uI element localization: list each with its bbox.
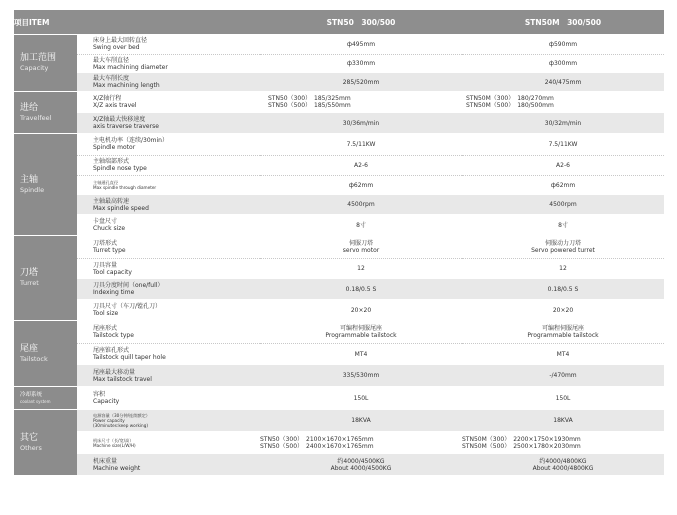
row-label-en: Max spindle speed bbox=[93, 204, 149, 212]
header-row bbox=[14, 10, 664, 34]
value-model-2: 150L bbox=[462, 387, 664, 409]
row-label-zh: 主轴通孔直径 bbox=[93, 180, 119, 185]
row-label-en: Spindle nose type bbox=[93, 165, 147, 172]
header-model-1: STN50 300/500 bbox=[260, 10, 462, 34]
table-row bbox=[14, 387, 664, 409]
row-label bbox=[77, 300, 260, 320]
row-label-zh: 主电机功率（连续/30min） bbox=[93, 137, 168, 144]
row-label-en: Swing over bed bbox=[93, 44, 140, 51]
value-line: 伺服刀塔 bbox=[348, 239, 373, 247]
value-line: STN50（300） 185/325mm bbox=[268, 95, 351, 102]
row-label bbox=[77, 432, 260, 453]
row-label-en: Max machining diameter bbox=[93, 63, 168, 71]
group-label-en: Tailstock bbox=[20, 354, 48, 363]
row-label-en: (30minutes:keep working) bbox=[93, 423, 148, 428]
row-label-en: Machine size(L/W/H) bbox=[93, 442, 136, 448]
group-travelfeel bbox=[14, 92, 77, 133]
value-model-2: MT4 bbox=[462, 343, 664, 364]
header-item: 项目ITEM bbox=[14, 10, 260, 34]
value-model-1 bbox=[260, 236, 462, 257]
value-line: About 4000/4800KG bbox=[532, 464, 594, 472]
table-row bbox=[14, 73, 664, 91]
row-label-en: Tool capacity bbox=[93, 268, 132, 276]
row-label-zh: 容积 bbox=[93, 391, 106, 398]
group-coolant bbox=[14, 387, 77, 409]
value-model-2 bbox=[462, 432, 664, 453]
value-model-1: 0.18/0.5 S bbox=[260, 279, 462, 299]
row-label bbox=[77, 236, 260, 257]
row-label bbox=[77, 35, 260, 53]
row-label-en: Machine weight bbox=[93, 464, 141, 472]
value-model-1: 335/530mm bbox=[260, 365, 462, 386]
value-model-2 bbox=[462, 321, 664, 342]
table-row bbox=[14, 155, 664, 174]
row-label bbox=[77, 454, 260, 475]
spec-table bbox=[14, 9, 664, 476]
row-label-en: Max tailstock travel bbox=[93, 375, 152, 383]
table-row bbox=[14, 321, 664, 342]
value-model-2: 30/32m/min bbox=[462, 113, 664, 133]
row-label-zh: 尾座形式 bbox=[93, 324, 118, 332]
row-label bbox=[77, 92, 260, 112]
row-label-en: Spindle motor bbox=[93, 144, 136, 151]
value-line: STN50M（500） 180/500mm bbox=[466, 102, 554, 109]
value-line: Programmable tailstock bbox=[527, 331, 599, 339]
group-label-zh: 其它 bbox=[20, 432, 39, 443]
value-line: Programmable tailstock bbox=[325, 331, 397, 339]
value-line: 约4000/4500KG bbox=[337, 457, 385, 465]
value-model-2: 20×20 bbox=[462, 300, 664, 320]
row-label-en: Indexing time bbox=[93, 289, 135, 296]
group-others bbox=[14, 410, 77, 475]
row-label-en: Turret type bbox=[93, 246, 126, 254]
row-label-en: Power capacity bbox=[93, 418, 125, 423]
value-model-2: 0.18/0.5 S bbox=[462, 279, 664, 299]
row-label-zh: 刀具尺寸（车刀/镗孔刀） bbox=[93, 303, 162, 310]
value-line: STN50M（500） 2500×1780×2030mm bbox=[462, 442, 581, 450]
value-model-2: 8寸 bbox=[462, 215, 664, 235]
group-label-zh: 主轴 bbox=[20, 174, 39, 185]
value-model-1 bbox=[260, 321, 462, 342]
row-label bbox=[77, 175, 260, 194]
table-row bbox=[14, 410, 664, 431]
value-line: STN50（500） 185/550mm bbox=[268, 102, 351, 109]
row-label-zh: 机床重量 bbox=[93, 457, 118, 465]
value-model-2: 12 bbox=[462, 258, 664, 278]
value-model-1: A2-6 bbox=[260, 155, 462, 174]
value-line: 可编程伺服尾座 bbox=[339, 324, 382, 332]
table-row bbox=[14, 432, 664, 453]
group-label-zh: 进给 bbox=[20, 102, 39, 113]
row-label-zh: 刀塔形式 bbox=[93, 239, 118, 247]
row-label bbox=[77, 343, 260, 364]
table-row bbox=[14, 195, 664, 214]
row-label-en: Max machining length bbox=[93, 82, 160, 89]
row-label-zh: X/Z轴最大快移速度 bbox=[93, 116, 146, 123]
table-row bbox=[14, 113, 664, 133]
group-label-en: Travelfeel bbox=[20, 113, 52, 122]
row-label bbox=[77, 54, 260, 72]
value-line: About 4000/4500KG bbox=[330, 464, 392, 472]
value-model-1: ф62mm bbox=[260, 175, 462, 194]
row-label bbox=[77, 73, 260, 91]
group-label-zh: 尾座 bbox=[20, 343, 39, 354]
table-row bbox=[14, 54, 664, 72]
table-row bbox=[14, 279, 664, 299]
row-label bbox=[77, 387, 260, 409]
table-row bbox=[14, 92, 664, 112]
table-row bbox=[14, 215, 664, 235]
value-model-1: 7.5/11KW bbox=[260, 134, 462, 154]
value-model-2: -/470mm bbox=[462, 365, 664, 386]
row-label bbox=[77, 215, 260, 235]
value-line: Servo powered turret bbox=[531, 246, 595, 254]
group-tailstock bbox=[14, 321, 77, 386]
value-model-2: 4500rpm bbox=[462, 195, 664, 214]
value-model-2: ф590mm bbox=[462, 35, 664, 53]
group-label-en: Turret bbox=[20, 279, 39, 287]
row-label-zh: 最大车削直径 bbox=[93, 56, 130, 64]
row-label-en: Tailstock type bbox=[93, 331, 134, 339]
value-model-2 bbox=[462, 454, 664, 475]
row-label-en: Max spindle through diameter bbox=[93, 185, 157, 190]
row-label bbox=[77, 279, 260, 299]
group-label-zh: 加工范围 bbox=[20, 53, 57, 63]
row-label bbox=[77, 195, 260, 214]
value-line: servo motor bbox=[342, 246, 380, 254]
row-label-en: Tool size bbox=[93, 310, 119, 317]
table-row bbox=[14, 236, 664, 257]
value-model-2 bbox=[462, 236, 664, 257]
value-line: STN50（500） 2400×1670×1765mm bbox=[260, 442, 374, 450]
row-label-en: X/Z axis travel bbox=[93, 102, 137, 109]
value-model-2: 18KVA bbox=[462, 410, 664, 431]
row-label-zh: 床身上最大回转直径 bbox=[93, 37, 148, 44]
row-label bbox=[77, 113, 260, 133]
value-line: STN50M（300） 180/270mm bbox=[466, 95, 554, 102]
table-row bbox=[14, 35, 664, 53]
value-model-2 bbox=[462, 92, 664, 112]
group-capacity bbox=[14, 35, 77, 91]
group-label-en: Others bbox=[20, 443, 42, 452]
table-row bbox=[14, 365, 664, 386]
row-label bbox=[77, 321, 260, 342]
value-model-1: 12 bbox=[260, 258, 462, 278]
row-label bbox=[77, 155, 260, 174]
value-model-1: 20×20 bbox=[260, 300, 462, 320]
value-model-1: ф495mm bbox=[260, 35, 462, 53]
row-label-en: Capacity bbox=[93, 398, 120, 405]
row-label-zh: 卡盘尺寸 bbox=[93, 218, 118, 225]
table-row bbox=[14, 300, 664, 320]
row-label-zh: 尾座锥孔形式 bbox=[93, 347, 130, 354]
row-label-zh: 尾座最大移动量 bbox=[93, 368, 136, 376]
group-turret bbox=[14, 236, 77, 320]
value-line: 可编程伺服尾座 bbox=[541, 324, 584, 332]
row-label-en: Tailstock quill taper hole bbox=[93, 354, 166, 361]
value-model-2: 240/475mm bbox=[462, 73, 664, 91]
row-label-zh: 最大车削长度 bbox=[93, 75, 130, 82]
group-spindle bbox=[14, 134, 77, 235]
row-label bbox=[77, 258, 260, 278]
row-label-zh: X/Z轴行程 bbox=[93, 95, 122, 102]
row-label bbox=[77, 134, 260, 154]
table-row bbox=[14, 175, 664, 194]
value-model-2: 7.5/11KW bbox=[462, 134, 664, 154]
group-label-zh: 冷却系统 bbox=[20, 392, 43, 398]
value-model-1: 8寸 bbox=[260, 215, 462, 235]
value-line: STN50（300） 2100×1670×1765mm bbox=[260, 435, 374, 443]
value-line: 伺服动力刀塔 bbox=[544, 239, 581, 247]
row-label-zh: 刀具容量 bbox=[93, 261, 118, 269]
group-label-en: coolant system bbox=[20, 399, 51, 404]
value-line: 约4000/4800KG bbox=[539, 457, 587, 465]
header-model-2: STN50M 300/500 bbox=[462, 10, 664, 34]
row-label-zh: 刀具分度时间（one/full） bbox=[93, 282, 164, 289]
value-model-1: ф330mm bbox=[260, 54, 462, 72]
value-model-1: 18KVA bbox=[260, 410, 462, 431]
value-model-2: ф300mm bbox=[462, 54, 664, 72]
row-label-zh: 主轴最高转速 bbox=[93, 197, 130, 205]
row-label-en: axis traverse traverse bbox=[93, 123, 159, 130]
group-label-en: Capacity bbox=[20, 64, 49, 72]
table-row bbox=[14, 454, 664, 475]
group-label-zh: 刀塔 bbox=[20, 268, 39, 278]
value-model-1: 30/36m/min bbox=[260, 113, 462, 133]
value-model-1: 150L bbox=[260, 387, 462, 409]
value-model-2: ф62mm bbox=[462, 175, 664, 194]
value-model-2: A2-6 bbox=[462, 155, 664, 174]
group-label-en: Spindle bbox=[20, 185, 45, 194]
value-model-1 bbox=[260, 92, 462, 112]
value-model-1: 4500rpm bbox=[260, 195, 462, 214]
row-label-zh: 主轴端部形式 bbox=[93, 158, 130, 165]
row-label bbox=[77, 410, 260, 431]
row-label-en: Chuck size bbox=[93, 225, 126, 232]
table-row bbox=[14, 134, 664, 154]
table-row bbox=[14, 343, 664, 364]
value-model-1: 285/520mm bbox=[260, 73, 462, 91]
row-label-zh: 电源容量（30分钟/连续额定） bbox=[93, 413, 150, 418]
value-model-1 bbox=[260, 432, 462, 453]
value-model-1: MT4 bbox=[260, 343, 462, 364]
row-label-zh: 机床尺寸（长/宽/高） bbox=[93, 437, 134, 443]
value-model-1 bbox=[260, 454, 462, 475]
table-row bbox=[14, 258, 664, 278]
row-label bbox=[77, 365, 260, 386]
value-line: STN50M（300） 2200×1750×1930mm bbox=[462, 435, 581, 443]
